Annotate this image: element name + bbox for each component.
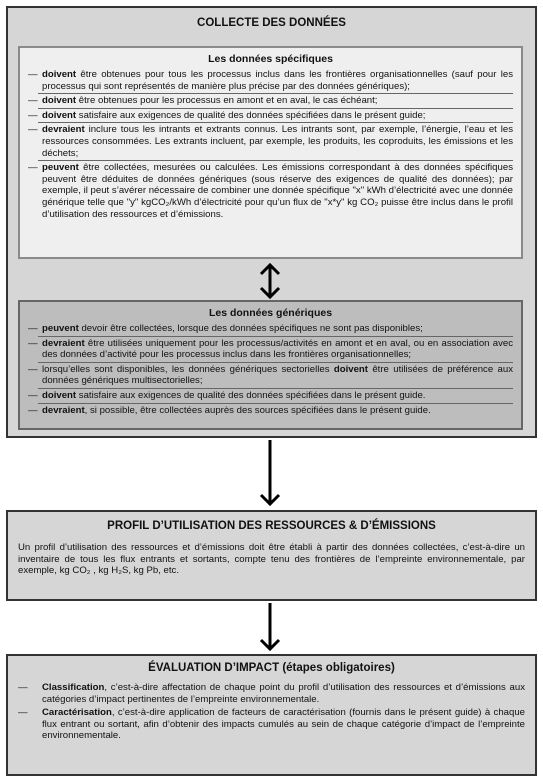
- dash: —: [28, 69, 38, 80]
- double-arrow-icon: [255, 262, 285, 300]
- dash: —: [18, 707, 28, 719]
- collecte-title: COLLECTE DES DONNÉES: [197, 17, 346, 29]
- list-item: — devraient être utilisées uniquement pour les processus/activités en amont et en aval, ou en association avec des données d’activité pour les processus inclus dans les frontières organisationnelles;: [28, 337, 513, 361]
- dash: —: [28, 323, 38, 334]
- list-item: — doivent être obtenues pour tous les processus inclus dans les frontières organisationnelles (sauf pour les processus qui sont représentés de manière plus précise par des données génériques);: [28, 69, 513, 92]
- evaluation-box: [6, 654, 537, 776]
- dash: —: [28, 162, 38, 174]
- arrow-down-icon: [255, 603, 285, 653]
- list-item: — devraient inclure tous les intrants et extrants connus. Les intrants sont, par exemple, l’énergie, l’eau et les ressources consommées. Les extrants incluent, par exemple, les produits, les coproduits, les émissions et les déchets;: [28, 124, 513, 159]
- dash: —: [28, 389, 38, 401]
- generic-data-list: [28, 323, 513, 416]
- dash: —: [28, 124, 38, 136]
- list-item: — doivent satisfaire aux exigences de qualité des données spécifiées dans le présent guide;: [28, 109, 426, 121]
- dash: —: [28, 404, 38, 416]
- list-item: — peuvent être collectées, mesurées ou calculées. Les émissions correspondant à des données spécifiques peuvent être déduites de données génériques (sous réserve des exigences de qualité des données); par exemple, il peut s’avérer nécessaire de combiner une donnée spécifique "x" kWh d’électricité avec une donnée générique telle que "y" kgCO₂/kWh d’électricité pour qu’un flux de "x*y" kg CO₂ puisse être inclus dans le profil d’utilisation des ressources et d’émissions.: [28, 162, 513, 220]
- dash: —: [18, 682, 28, 693]
- profil-text: Un profil d’utilisation des ressources et d’émissions doit être établi à partir des données collectées, c’est-à-dire un inventaire de tous les flux entrants et sortants, compte tenu des frontières de l’empreinte environnementale, par exemple, kg CO₂ , kg H₂S, kg Pb, etc.: [18, 542, 525, 577]
- list-item: — doivent satisfaire aux exigences de qualité des données spécifiées dans le présent guide.: [28, 389, 426, 401]
- list-item: — lorsqu’elles sont disponibles, les données génériques sectorielles doivent être utilisées de préférence aux données génériques multisectorielles;: [28, 363, 513, 387]
- list-item: — doivent être obtenues pour les processus en amont et en aval, le cas échéant;: [28, 95, 378, 107]
- dash: —: [28, 95, 38, 107]
- generic-data-title: Les données génériques: [208, 307, 333, 319]
- generic-data-box: [18, 300, 523, 430]
- dash: —: [28, 109, 38, 121]
- dash: —: [28, 337, 38, 349]
- list-item: — Classification, c’est-à-dire affectation de chaque point du profil d’utilisation des ressources et d’émissions aux catégories d’impact pertinentes de l’empreinte environnementale.: [18, 682, 525, 705]
- profil-box: [6, 510, 537, 601]
- list-item: — Caractérisation, c’est-à-dire application de facteurs de caractérisation (fournis dans le présent guide) à chaque flux entrant ou sortant, afin d’obtenir des impacts cumulés au sein de chaque catégorie d’impact de l’empreinte environnementale.: [18, 707, 525, 742]
- evaluation-title: ÉVALUATION D’IMPACT (étapes obligatoires): [148, 662, 395, 674]
- profil-title: PROFIL D’UTILISATION DES RESSOURCES & D’ÉMISSIONS: [107, 520, 436, 532]
- specific-data-title: Les données spécifiques: [208, 53, 333, 65]
- specific-data-list: [28, 69, 513, 220]
- arrow-down-icon: [255, 440, 285, 508]
- specific-data-box: [18, 46, 523, 259]
- list-item: — peuvent devoir être collectées, lorsque des données spécifiques ne sont pas disponibles;: [28, 323, 423, 334]
- dash: —: [28, 363, 38, 375]
- evaluation-list: [18, 682, 525, 742]
- list-item: — devraient, si possible, être collectées auprès des sources spécifiées dans le présent guide.: [28, 404, 431, 416]
